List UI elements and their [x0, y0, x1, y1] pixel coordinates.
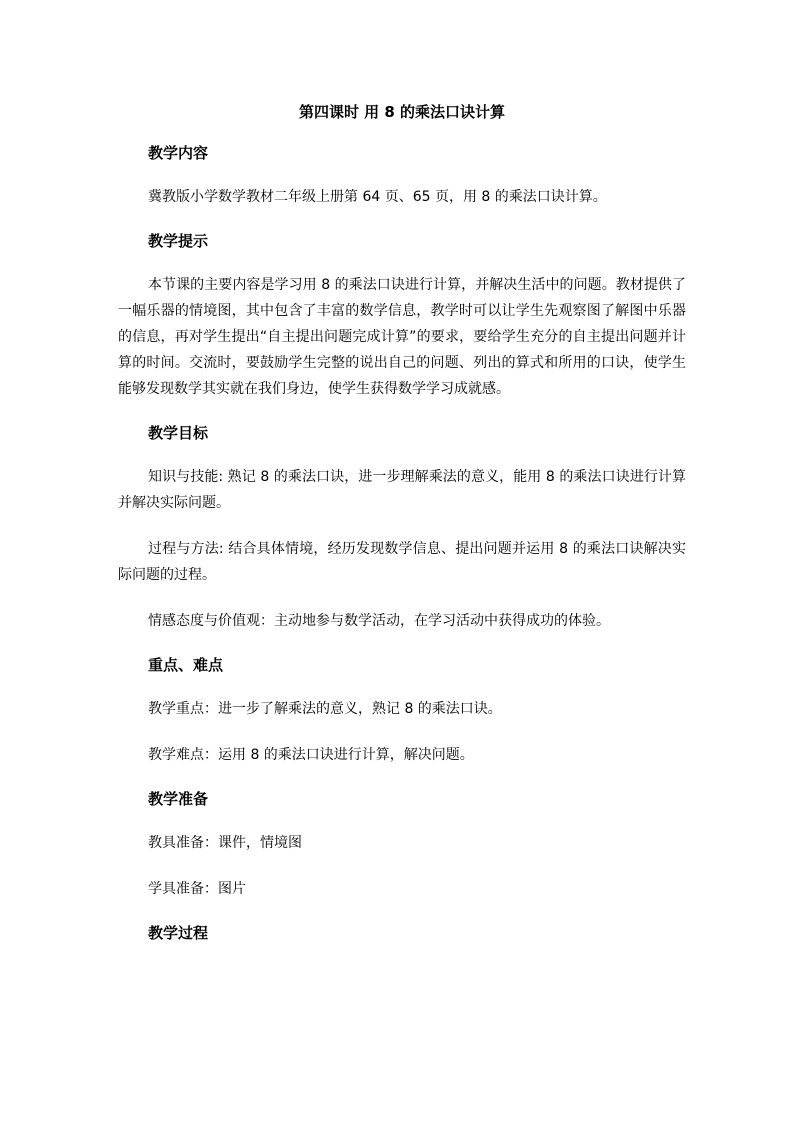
section-heading: 教学提示 [148, 232, 209, 250]
section-heading: 教学准备 [148, 790, 209, 808]
paragraph: 教具准备：课件，情境图 [148, 835, 302, 851]
section-heading: 教学目标 [148, 424, 209, 442]
paragraph: 过程与方法: 结合具体情境，经历发现数学信息、提出问题并运用 8 的乘法口诀解决实际问题的过程。 [118, 541, 686, 583]
section-heading: 重点、难点 [148, 656, 224, 674]
paragraph: 教学难点：运用 8 的乘法口诀进行计算，解决问题。 [148, 747, 474, 763]
page-title: 第四课时 用 8 的乘法口诀计算 [298, 103, 506, 121]
document-body [118, 100, 686, 964]
section-preparation [118, 788, 686, 902]
section-teaching-content [118, 142, 686, 210]
section-teaching-process [118, 922, 686, 944]
paragraph: 学具准备：图片 [148, 881, 246, 897]
section-heading: 教学内容 [148, 144, 209, 162]
paragraph: 本节课的主要内容是学习用 8 的乘法口诀进行计算，并解决生活中的问题。教材提供了一幅乐器的情境图，其中包含了丰富的数学信息，教学时可以让学生先观察图了解图中乐器的信息，再对学生提出“自主提出问题完成计算”的要求，要给学生充分的自主提出问题并计算的时间。交流时，要鼓励学生完整的说出自己的问题、列出的算式和所用的口诀，使学生能够发现数学其实就在我们身边，使学生获得数学学习成就感。 [118, 277, 686, 397]
section-teaching-goals [118, 422, 686, 634]
paragraph: 教学重点：进一步了解乘法的意义，熟记 8 的乘法口诀。 [148, 701, 502, 717]
section-key-points [118, 654, 686, 768]
paragraph: 知识与技能: 熟记 8 的乘法口诀，进一步理解乘法的意义，能用 8 的乘法口诀进行计算并解决实际问题。 [118, 469, 686, 511]
paragraph: 冀教版小学数学教材二年级上册第 64 页、65 页，用 8 的乘法口诀计算。 [148, 189, 607, 205]
section-heading: 教学过程 [148, 924, 209, 942]
section-teaching-tips [118, 230, 686, 402]
paragraph: 情感态度与价值观：主动地参与数学活动，在学习活动中获得成功的体验。 [148, 613, 610, 629]
